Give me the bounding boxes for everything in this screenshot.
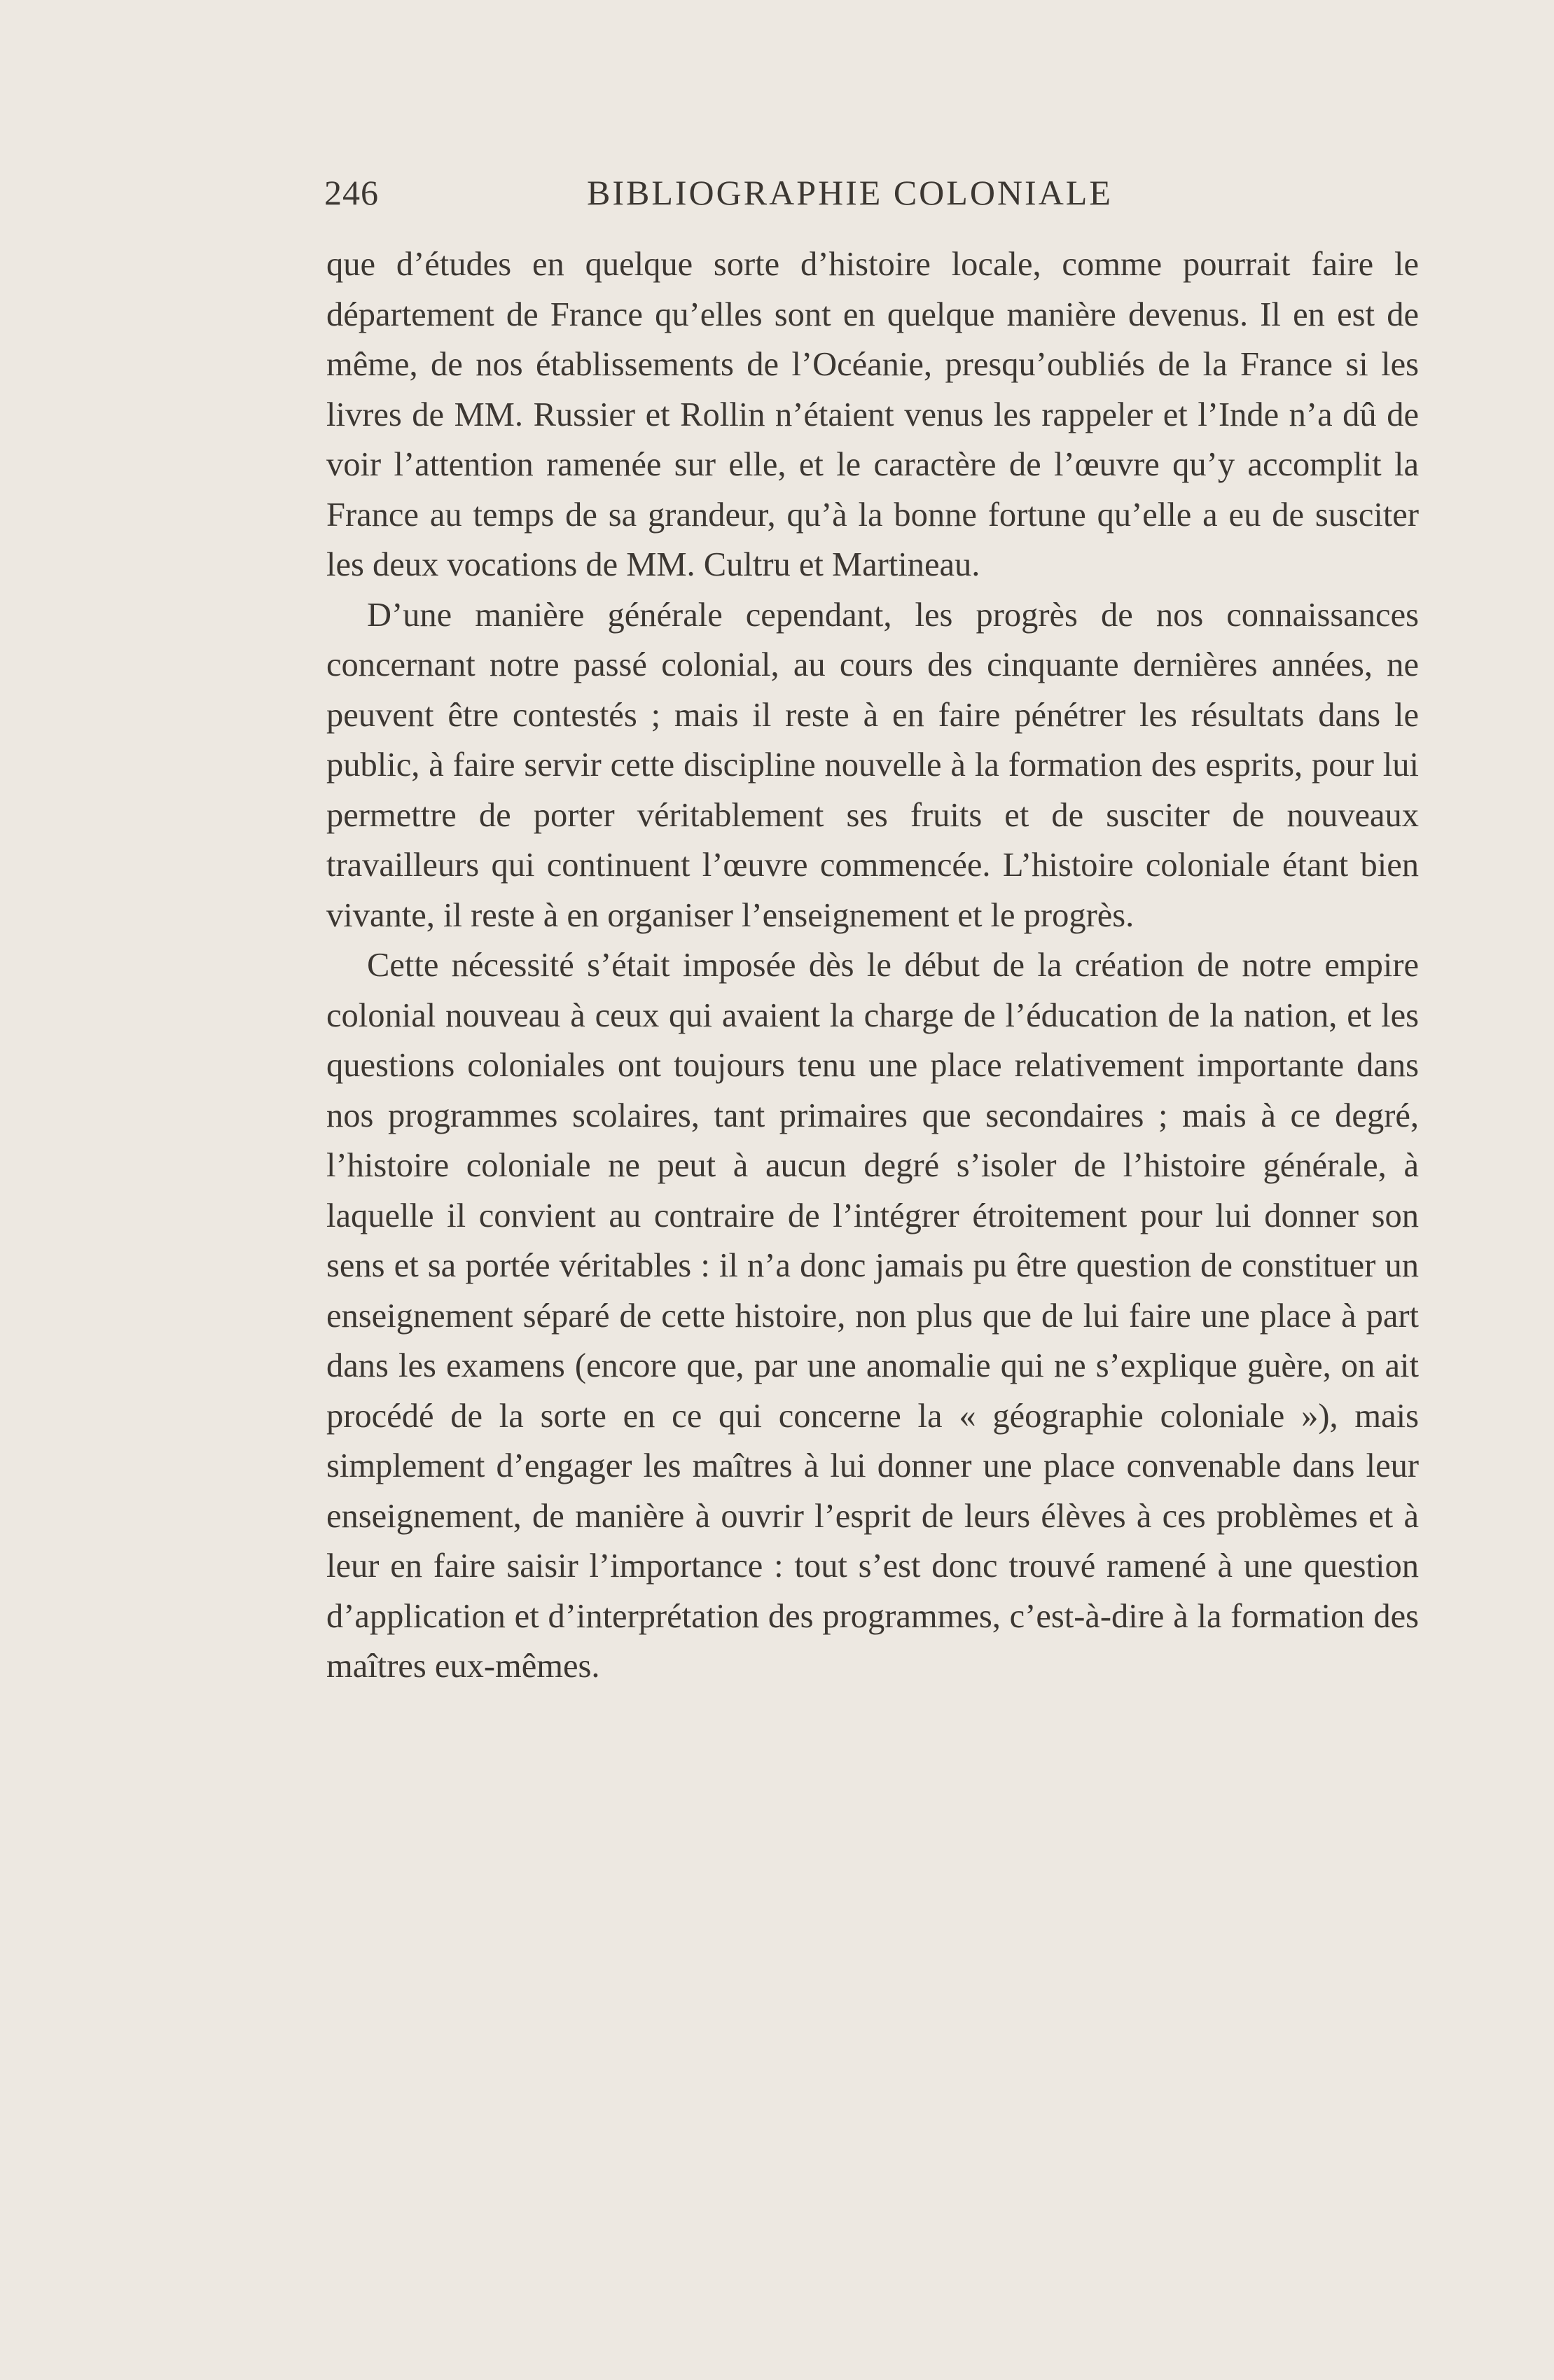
running-title: BIBLIOGRAPHIE COLONIALE [587,173,1113,212]
page-header [324,168,1417,217]
body-text [326,239,1419,1692]
page-number: 246 [324,173,379,212]
paragraph: D’une manière générale cependant, les progrès de nos connaissances concernant notre passé colonial, au cours des cinquante dernières années, ne peuvent être contestés ; mais il reste à en faire pénétrer les résultats dans le public, à faire servir cette discipline nouvelle à la formation des esprits, pour lui permettre de porter véritablement ses fruits et de susciter de nouveaux travailleurs qui continuent l’œuvre commencée. L’histoire coloniale étant bien vivante, il reste à en organiser l’enseignement et le progrès. [326,596,1419,934]
paragraph: Cette nécessité s’était imposée dès le début de la création de notre empire colonial nouveau à ceux qui avaient la charge de l’éducation de la nation, et les questions coloniales ont toujours tenu une place relativement importante dans nos programmes scolaires, tant primaires que secondaires ; mais à ce degré, l’histoire coloniale ne peut à aucun degré s’isoler de l’histoire générale, à laquelle il convient au contraire de l’intégrer étroitement pour lui donner son sens et sa portée véritables : il n’a donc jamais pu être question de constituer un enseignement séparé de cette histoire, non plus que de lui faire une place à part dans les examens (encore que, par une anomalie qui ne s’explique guère, on ait procédé de la sorte en ce qui concerne la « géographie coloniale »), mais simplement d’engager les maîtres à lui donner une place convenable dans leur enseignement, de manière à ouvrir l’esprit de leurs élèves à ces problèmes et à leur en faire saisir l’importance : tout s’est donc trouvé ramené à une question d’application et d’interprétation des programmes, c’est-à-dire à la formation des maîtres eux-mêmes. [326,947,1419,1685]
paragraph-continued: que d’études en quelque sorte d’histoire locale, comme pourrait faire le département de France qu’elles sont en quelque manière devenus. Il en est de même, de nos établissements de l’Océanie, presqu’oubliés de la France si les livres de MM. Russier et Rollin n’étaient venus les rappeler et l’Inde n’a dû de voir l’attention ramenée sur elle, et le caractère de l’œuvre qu’y accomplit la France au temps de sa grandeur, qu’à la bonne fortune qu’elle a eu de susciter les deux vocations de MM. Cultru et Martineau. [326,246,1419,583]
